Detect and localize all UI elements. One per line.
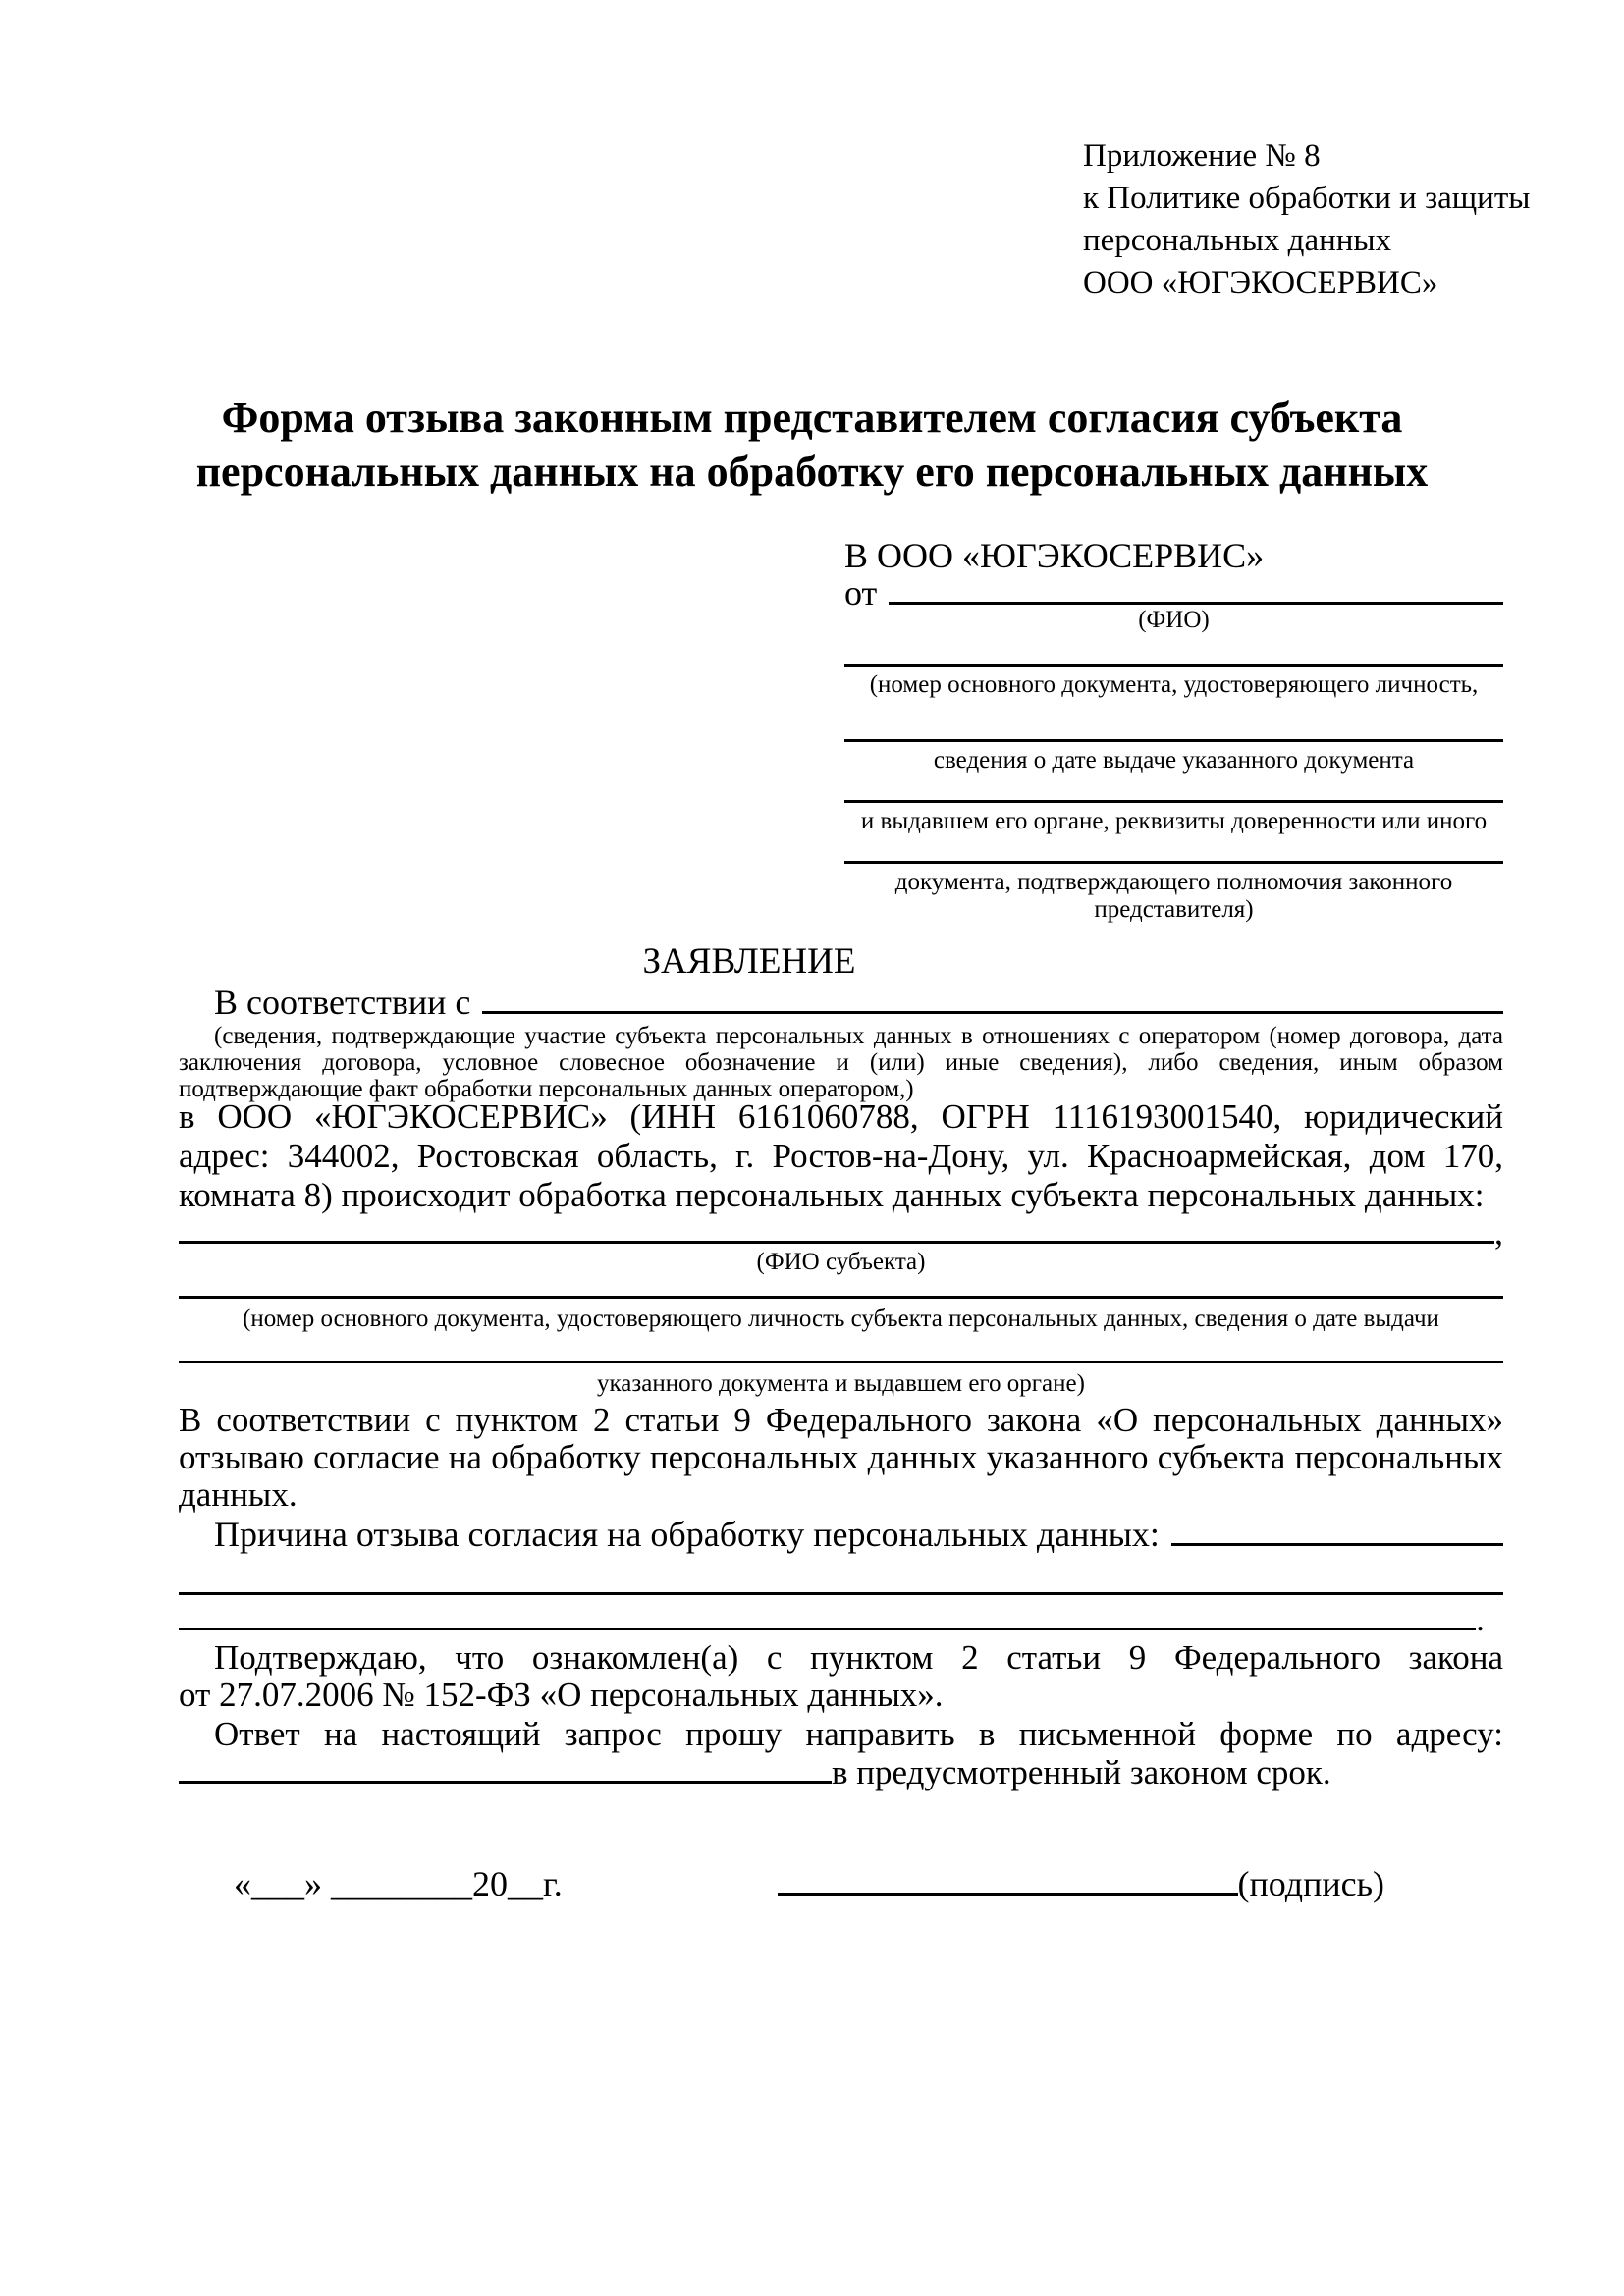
subject-fio-suffix: , — [1494, 1212, 1503, 1252]
doc-info-blank-line-4 — [844, 861, 1503, 864]
subject-doc-caption-1: (номер основного документа, удостоверяющего личность субъекта персональных данных, сведения о дате выдачи — [243, 1306, 1439, 1332]
operator-paragraph: в ООО «ЮГЭКОСЕРВИС» (ИНН 6161060788, ОГРН 1116193001540, юридический адрес: 344002, Ростовская область, г. Ростов-на-Дону, ул. Красноармейская, дом 170, комната 8) происходит обработка персональных данных субъекта персональных данных: — [179, 1097, 1503, 1214]
subject-fio-blank-line — [179, 1239, 1494, 1244]
reply-suffix: в предусмотренный законом срок. — [832, 1753, 1331, 1791]
confirm-paragraph-line-1: Подтверждаю, что ознакомлен(а) с пунктом 2 статьи 9 Федерального закона — [214, 1638, 1503, 1677]
law-paragraph: В соответствии с пунктом 2 статьи 9 Федерального закона «О персональных данных» отзываю согласие на обработку персональных данных указанного субъекта персональных данных. — [179, 1401, 1503, 1514]
signature-row — [778, 1863, 1384, 1904]
appendix-line-3: персональных данных — [1083, 223, 1392, 258]
fio-caption: (ФИО) — [1138, 607, 1210, 633]
doc-info-blank-line-3 — [844, 800, 1503, 803]
date-placeholder: «___» ________20__г. — [234, 1864, 563, 1903]
appendix-block — [1083, 135, 1530, 304]
reply-address-row — [179, 1753, 1503, 1792]
subject-fio-caption: (ФИО субъекта) — [756, 1249, 926, 1275]
reply-address-blank-line — [179, 1779, 832, 1784]
reply-request-line: Ответ на настоящий запрос прошу направить в письменной форме по адресу: — [214, 1715, 1503, 1753]
appendix-line-1: Приложение № 8 — [1083, 138, 1321, 174]
appendix-line-2: к Политике обработки и защиты — [1083, 181, 1531, 216]
signature-blank-line — [778, 1891, 1238, 1896]
reason-blank-line-3 — [179, 1626, 1476, 1630]
reason-blank-line — [1171, 1541, 1503, 1546]
appendix-line-4: ООО «ЮГЭКОСЕРВИС» — [1083, 265, 1438, 300]
intro-blank-line — [482, 1009, 1503, 1014]
subject-doc-caption-2: указанного документа и выдавшем его органе) — [597, 1370, 1085, 1397]
doc-info-caption-1: (номер основного документа, удостоверяющего личность, — [869, 671, 1479, 698]
signature-caption: (подпись) — [1237, 1864, 1384, 1903]
reason-label: Причина отзыва согласия на обработку персональных данных: — [214, 1515, 1160, 1554]
subject-doc-blank-line-1 — [179, 1296, 1503, 1299]
doc-info-blank-line-1 — [844, 664, 1503, 667]
document-title — [0, 391, 1624, 499]
from-label: от — [844, 573, 878, 613]
from-fio-blank-line — [889, 600, 1503, 605]
small-print-note: (сведения, подтверждающие участие субъекта персональных данных в отношениях с оператором (номер договора, дата заключения договора, условное словесное обозначение и (или) иные сведения), либо сведения, иным образом подтверждающие факт обработки персональных данных оператором,) — [179, 1023, 1503, 1102]
document-title-line-2: персональных данных на обработку его персональных данных — [195, 448, 1429, 496]
doc-info-caption-3: и выдавшем его органе, реквизиты доверенности или иного — [860, 808, 1488, 834]
addressee-organization: В ООО «ЮГЭКОСЕРВИС» — [844, 536, 1265, 575]
reason-blank-line-3-row — [179, 1598, 1485, 1639]
intro-prefix: В соответствии с — [214, 983, 471, 1022]
confirm-paragraph-line-2: от 27.07.2006 № 152-ФЗ «О персональных данных». — [179, 1676, 944, 1714]
intro-row — [179, 982, 1503, 1023]
confirm-paragraph — [179, 1639, 1503, 1714]
doc-info-blank-line-2 — [844, 739, 1503, 742]
reason-blank-line-suffix: . — [1476, 1599, 1485, 1638]
doc-info-caption-2: сведения о дате выдаче указанного документа — [933, 747, 1415, 774]
statement-heading: ЗАЯВЛЕНИЕ — [642, 941, 856, 982]
subject-fio-row — [179, 1211, 1503, 1253]
document-title-line-1: Форма отзыва законным представителем согласия субъекта — [221, 394, 1403, 442]
reason-blank-line-2 — [179, 1592, 1503, 1595]
doc-info-caption-4: документа, подтверждающего полномочия законного представителя) — [894, 869, 1453, 923]
subject-doc-blank-line-2 — [179, 1361, 1503, 1363]
reason-row — [179, 1514, 1503, 1555]
